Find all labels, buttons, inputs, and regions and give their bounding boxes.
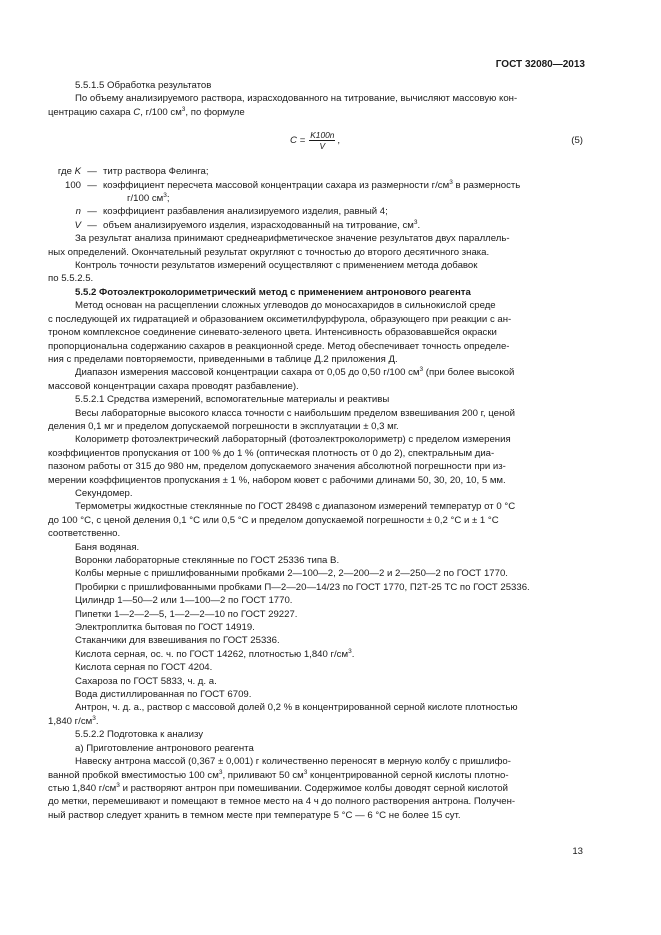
- paragraph-line: соответственно.: [48, 528, 121, 540]
- section-heading-5-5-2-1: 5.5.2.1 Средства измерений, вспомогательные материалы и реактивы: [75, 394, 390, 406]
- paragraph-line: пропорциональна содержанию сахаров в реакционной среде. Метод обеспечивает точность определе-: [48, 340, 510, 352]
- paragraph-line: Метод основан на расщеплении сложных углеводов до моносахаридов в сильнокислой среде: [75, 300, 496, 312]
- paragraph-line: ния с пределами повторяемости, приведенными в таблице Д.2 приложения Д.: [48, 353, 398, 365]
- section-heading-5-5-1-5: 5.5.1.5 Обработка результатов: [75, 80, 212, 91]
- definition-n: n — коэффициент разбавления анализируемого изделия, равный 4;: [48, 205, 583, 218]
- paragraph-line: Термометры жидкостные стеклянные по ГОСТ 28498 с диапазоном измерений температур от 0 °С: [75, 501, 516, 513]
- symbol-k: K: [74, 166, 81, 178]
- list-item: Цилиндр 1—50—2 или 1—100—2 по ГОСТ 1770.: [75, 595, 293, 607]
- paragraph-line: По объему анализируемого раствора, израсходованного на титрование, вычисляют массовую кон-: [75, 93, 518, 105]
- paragraph-line: мерении коэффициентов пропускания ± 1 %, набором кювет с рабочими длинами 50, 30, 20, 10, 5 мм.: [48, 474, 506, 486]
- paragraph-line: по 5.5.2.5.: [48, 273, 94, 285]
- paragraph-line: Навеску антрона массой (0,367 ± 0,001) г количественно переносят в мерную колбу с пришлифо-: [75, 756, 511, 768]
- paragraph-line: массовой концентрации сахара проводят разбавление).: [48, 380, 299, 392]
- definition-k: где K — титр раствора Фелинга;: [48, 165, 583, 178]
- document-number: ГОСТ 32080—2013: [495, 59, 585, 70]
- list-item: Воронки лабораторные стеклянные по ГОСТ 25336 типа В.: [75, 555, 340, 566]
- subsection-heading: а) Приготовление антронового реагента: [75, 742, 254, 754]
- paragraph-line: с последующей их гидратацией и образованием оксиметилфурфурола, образующего при реакции с ан-: [48, 313, 512, 325]
- definition-text: коэффициент разбавления анализируемого изделия, равный 4;: [103, 206, 388, 218]
- list-item: Пипетки 1—2—2—5, 1—2—2—10 по ГОСТ 29227.: [75, 608, 298, 620]
- formula-fraction: [309, 130, 335, 151]
- paragraph-line: Секундомер.: [75, 487, 133, 499]
- formula-number: (5): [571, 135, 583, 147]
- paragraph-line: пазоном работы от 315 до 980 нм, пределом допускаемого значения абсолютной погрешности при из-: [48, 461, 506, 473]
- page-content: [48, 79, 583, 822]
- paragraph-line: троном комплексное соединение синевато-зеленого цвета. Интенсивность образовавшейся окраски: [48, 327, 497, 339]
- symbol-100: 100: [64, 179, 81, 191]
- formula-denominator: V: [319, 141, 326, 152]
- section-heading-5-5-2: 5.5.2 Фотоэлектроколориметрический метод с применением антронового реагента: [75, 286, 471, 298]
- list-item: Кислота серная, ос. ч. по ГОСТ 14262, плотностью 1,840 $г/см^3$.: [75, 647, 355, 660]
- paragraph-line: ванной пробкой вместимостью 100 $см^3$, приливают 50 $см^3$ концентрированной серной кислоты плотно-: [48, 768, 509, 781]
- paragraph-line: Весы лабораторные высокого класса точности с наибольшим пределом взвешивания 200 г, ценой: [75, 407, 515, 419]
- definition-100: 100 — коэффициент пересчета массовой концентрации сахара из размерности $г/см^3$ в размерность: [48, 179, 583, 192]
- list-item: Электроплитка бытовая по ГОСТ 14919.: [75, 622, 255, 634]
- definition-text: коэффициент пересчета массовой концентрации сахара из размерности $г/см^3$ в размерность: [103, 178, 521, 191]
- list-item: Стаканчики для взвешивания по ГОСТ 25336.: [75, 635, 280, 647]
- paragraph-line: до метки, перемешивают и помещают в темное место на 4 ч до полного растворения антрона. Получен-: [48, 796, 516, 808]
- list-item: Баня водяная.: [75, 541, 140, 553]
- paragraph-line: до 100 °С, с ценой деления 0,1 °С или 0,5 °С и пределом допускаемой погрешности ± 0,2 °С и ± 1 °С: [48, 514, 499, 526]
- list-item: Пробирки с пришлифованными пробками П—2—20—14/23 по ГОСТ 1770, П2Т-25 ТС по ГОСТ 25336.: [75, 581, 530, 593]
- paragraph-line: 1,840 $г/см^3$.: [48, 714, 99, 727]
- list-item: Сахароза по ГОСТ 5833, ч. д. а.: [75, 675, 217, 687]
- paragraph-line: коэффициентов пропускания от 100 % до 1 % (оптическая плотность от 0 до 2), спектральным диа-: [48, 447, 495, 459]
- paragraph-line: Контроль точности результатов измерений осуществляют с применением метода добавок: [75, 260, 478, 272]
- definition-text: объем анализируемого изделия, израсходованный на титрование, $см^3$.: [103, 218, 421, 231]
- paragraph-line: центрацию сахара C, г/100 $см^3$, по формуле: [48, 105, 245, 118]
- symbol-n: n: [75, 206, 81, 218]
- formula-body: [290, 130, 340, 151]
- definition-continuation: г/100 $см^3$;: [127, 192, 170, 205]
- paragraph-line: За результат анализа принимают среднеарифметическое значение результатов двух параллель-: [75, 233, 510, 245]
- formula-numerator: K100n: [310, 130, 335, 141]
- definition-text: титр раствора Фелинга;: [103, 166, 209, 178]
- section-heading-5-5-2-2: 5.5.2.2 Подготовка к анализу: [75, 729, 204, 741]
- list-item: Антрон, ч. д. а., раствор с массовой долей 0,2 % в концентрированной серной кислоте плотностью: [75, 702, 518, 714]
- formula-5: [48, 123, 583, 161]
- definition-v: V — объем анализируемого изделия, израсходованный на титрование, $см^3$.: [48, 219, 583, 232]
- list-item: Вода дистиллированная по ГОСТ 6709.: [75, 689, 252, 701]
- paragraph-line: ный раствор следует хранить в темном месте при температуре 5 °С — 6 °С не более 15 сут.: [48, 809, 461, 821]
- paragraph-line: Диапазон измерения массовой концентрации сахара от 0,05 до 0,50 г/100 $см^3$ (при более высокой: [75, 366, 515, 379]
- symbol-v: V: [74, 219, 81, 231]
- page-number: 13: [572, 846, 583, 857]
- paragraph-line: ных определений. Окончательный результат округляют с точностью до второго десятичного знака.: [48, 246, 490, 258]
- list-item: Кислота серная по ГОСТ 4204.: [75, 662, 213, 674]
- list-item: Колбы мерные с пришлифованными пробками 2—100—2, 2—200—2 и 2—250—2 по ГОСТ 1770.: [75, 568, 508, 580]
- variable-definitions: [48, 165, 583, 232]
- paragraph-line: деления 0,1 мг и пределом допускаемой погрешности в эксплуатации ± 0,3 мг.: [48, 420, 399, 432]
- where-word: где: [57, 166, 72, 178]
- formula-lhs: C =: [290, 135, 306, 147]
- formula-comma: ,: [337, 135, 341, 147]
- paragraph-line: стью 1,840 $г/см^3$ и растворяют антрон при помешивании. Содержимое колбы доводят серной кислотой: [48, 781, 508, 794]
- paragraph-line: Колориметр фотоэлектрический лабораторный (фотоэлектроколориметр) с пределом измерения: [75, 434, 511, 446]
